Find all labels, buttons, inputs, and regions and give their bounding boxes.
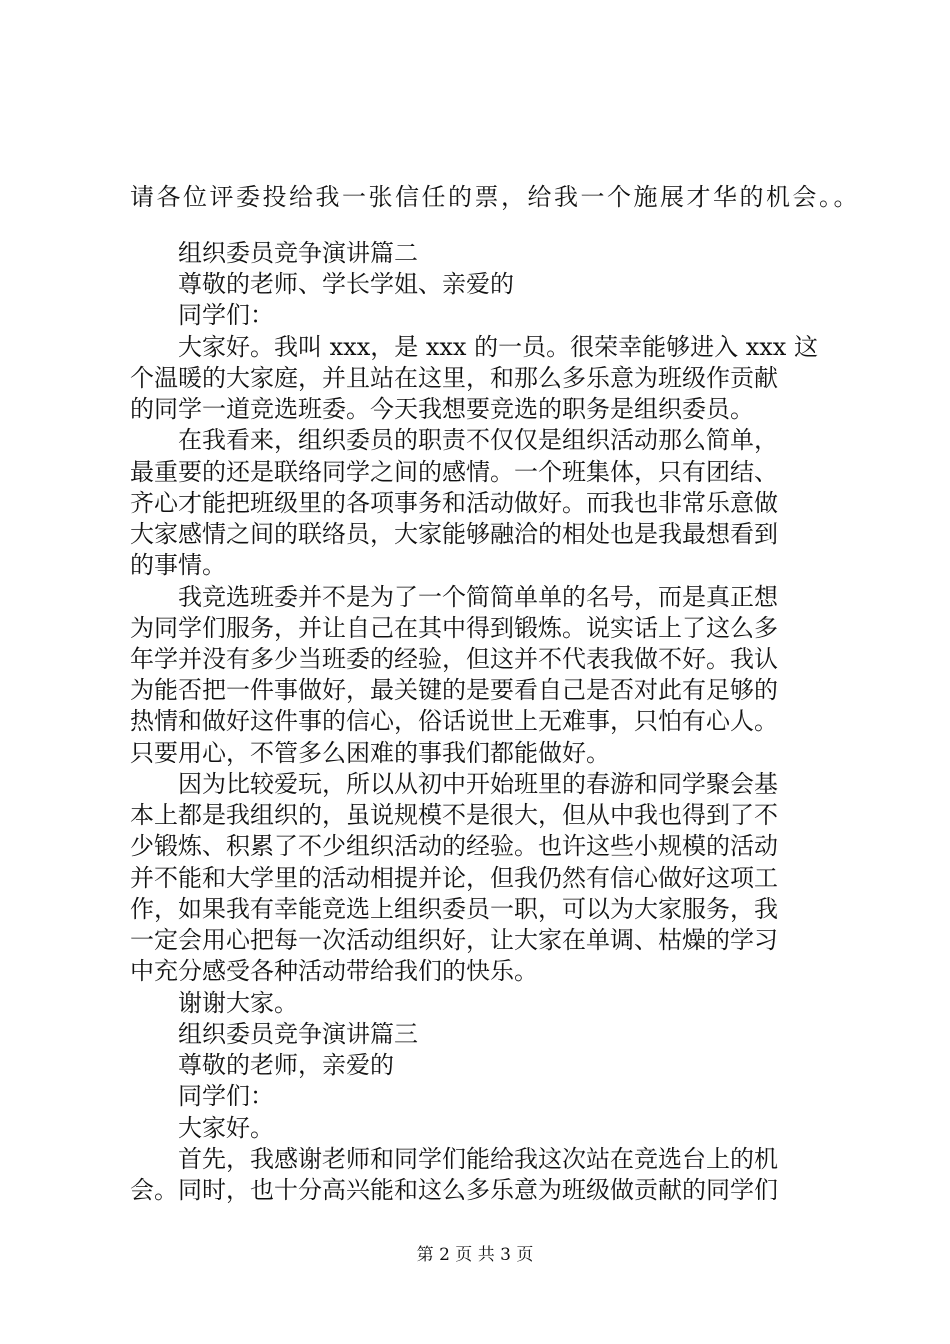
section-heading-2: 组织委员竞争演讲篇二	[178, 239, 418, 267]
paragraph-line: 齐心才能把班级里的各项事务和活动做好。而我也非常乐意做	[130, 489, 778, 517]
salutation-line: 同学们：	[178, 1082, 274, 1110]
paragraph-line: 的同学一道竞选班委。今天我想要竞选的职务是组织委员。	[130, 395, 754, 423]
salutation-line: 同学们：	[178, 301, 274, 329]
salutation-line: 尊敬的老师、学长学姐、亲爱的	[178, 270, 514, 298]
paragraph-line: 的事情。	[130, 551, 226, 579]
paragraph-line: 热情和做好这件事的信心，俗话说世上无难事，只怕有心人。	[130, 707, 778, 735]
paragraph-line: 作，如果我有幸能竞选上组织委员一职，可以为大家服务，我	[130, 895, 778, 923]
paragraph-line: 本上都是我组织的，虽说规模不是很大，但从中我也得到了不	[130, 801, 778, 829]
paragraph-line: 大家好。我叫 xxx，是 xxx 的一员。很荣幸能够进入 xxx 这	[178, 333, 818, 361]
paragraph-line: 大家感情之间的联络员，大家能够融洽的相处也是我最想看到	[130, 520, 778, 548]
paragraph-line: 中充分感受各种活动带给我们的快乐。	[130, 957, 538, 985]
paragraph-line: 少锻炼、积累了不少组织活动的经验。也许这些小规模的活动	[130, 832, 778, 860]
paragraph-line: 并不能和大学里的活动相提并论，但我仍然有信心做好这项工	[130, 864, 778, 892]
paragraph-line: 首先，我感谢老师和同学们能给我这次站在竞选台上的机	[178, 1145, 778, 1173]
paragraph-line: 为能否把一件事做好，最关键的是要看自己是否对此有足够的	[130, 676, 778, 704]
paragraph-line: 为同学们服务，并让自己在其中得到锻炼。说实话上了这么多	[130, 614, 778, 642]
page-footer: 第 2 页 共 3 页	[416, 1245, 534, 1265]
paragraph-line: 个温暖的大家庭，并且站在这里，和那么多乐意为班级作贡献	[130, 364, 778, 392]
thanks-line: 谢谢大家。	[178, 989, 298, 1017]
paragraph-line: 会。同时，也十分高兴能和这么多乐意为班级做贡献的同学们	[130, 1176, 778, 1204]
paragraph-line: 最重要的还是联络同学之间的感情。一个班集体，只有团结、	[130, 458, 778, 486]
paragraph-line: 在我看来，组织委员的职责不仅仅是组织活动那么简单，	[178, 426, 778, 454]
paragraph-line: 因为比较爱玩，所以从初中开始班里的春游和同学聚会基	[178, 770, 778, 798]
section-heading-3: 组织委员竞争演讲篇三	[178, 1020, 418, 1048]
salutation-line: 尊敬的老师，亲爱的	[178, 1051, 394, 1079]
paragraph-line: 只要用心，不管多么困难的事我们都能做好。	[130, 739, 610, 767]
closing-sentence: 请各位评委投给我一张信任的票，给我一个施展才华的机会。。	[130, 183, 860, 211]
paragraph-line: 一定会用心把每一次活动组织好，让大家在单调、枯燥的学习	[130, 926, 778, 954]
paragraph-line: 年学并没有多少当班委的经验，但这并不代表我做不好。我认	[130, 645, 778, 673]
paragraph-line: 我竞选班委并不是为了一个简简单单的名号，而是真正想	[178, 583, 778, 611]
greeting-line: 大家好。	[178, 1114, 274, 1142]
